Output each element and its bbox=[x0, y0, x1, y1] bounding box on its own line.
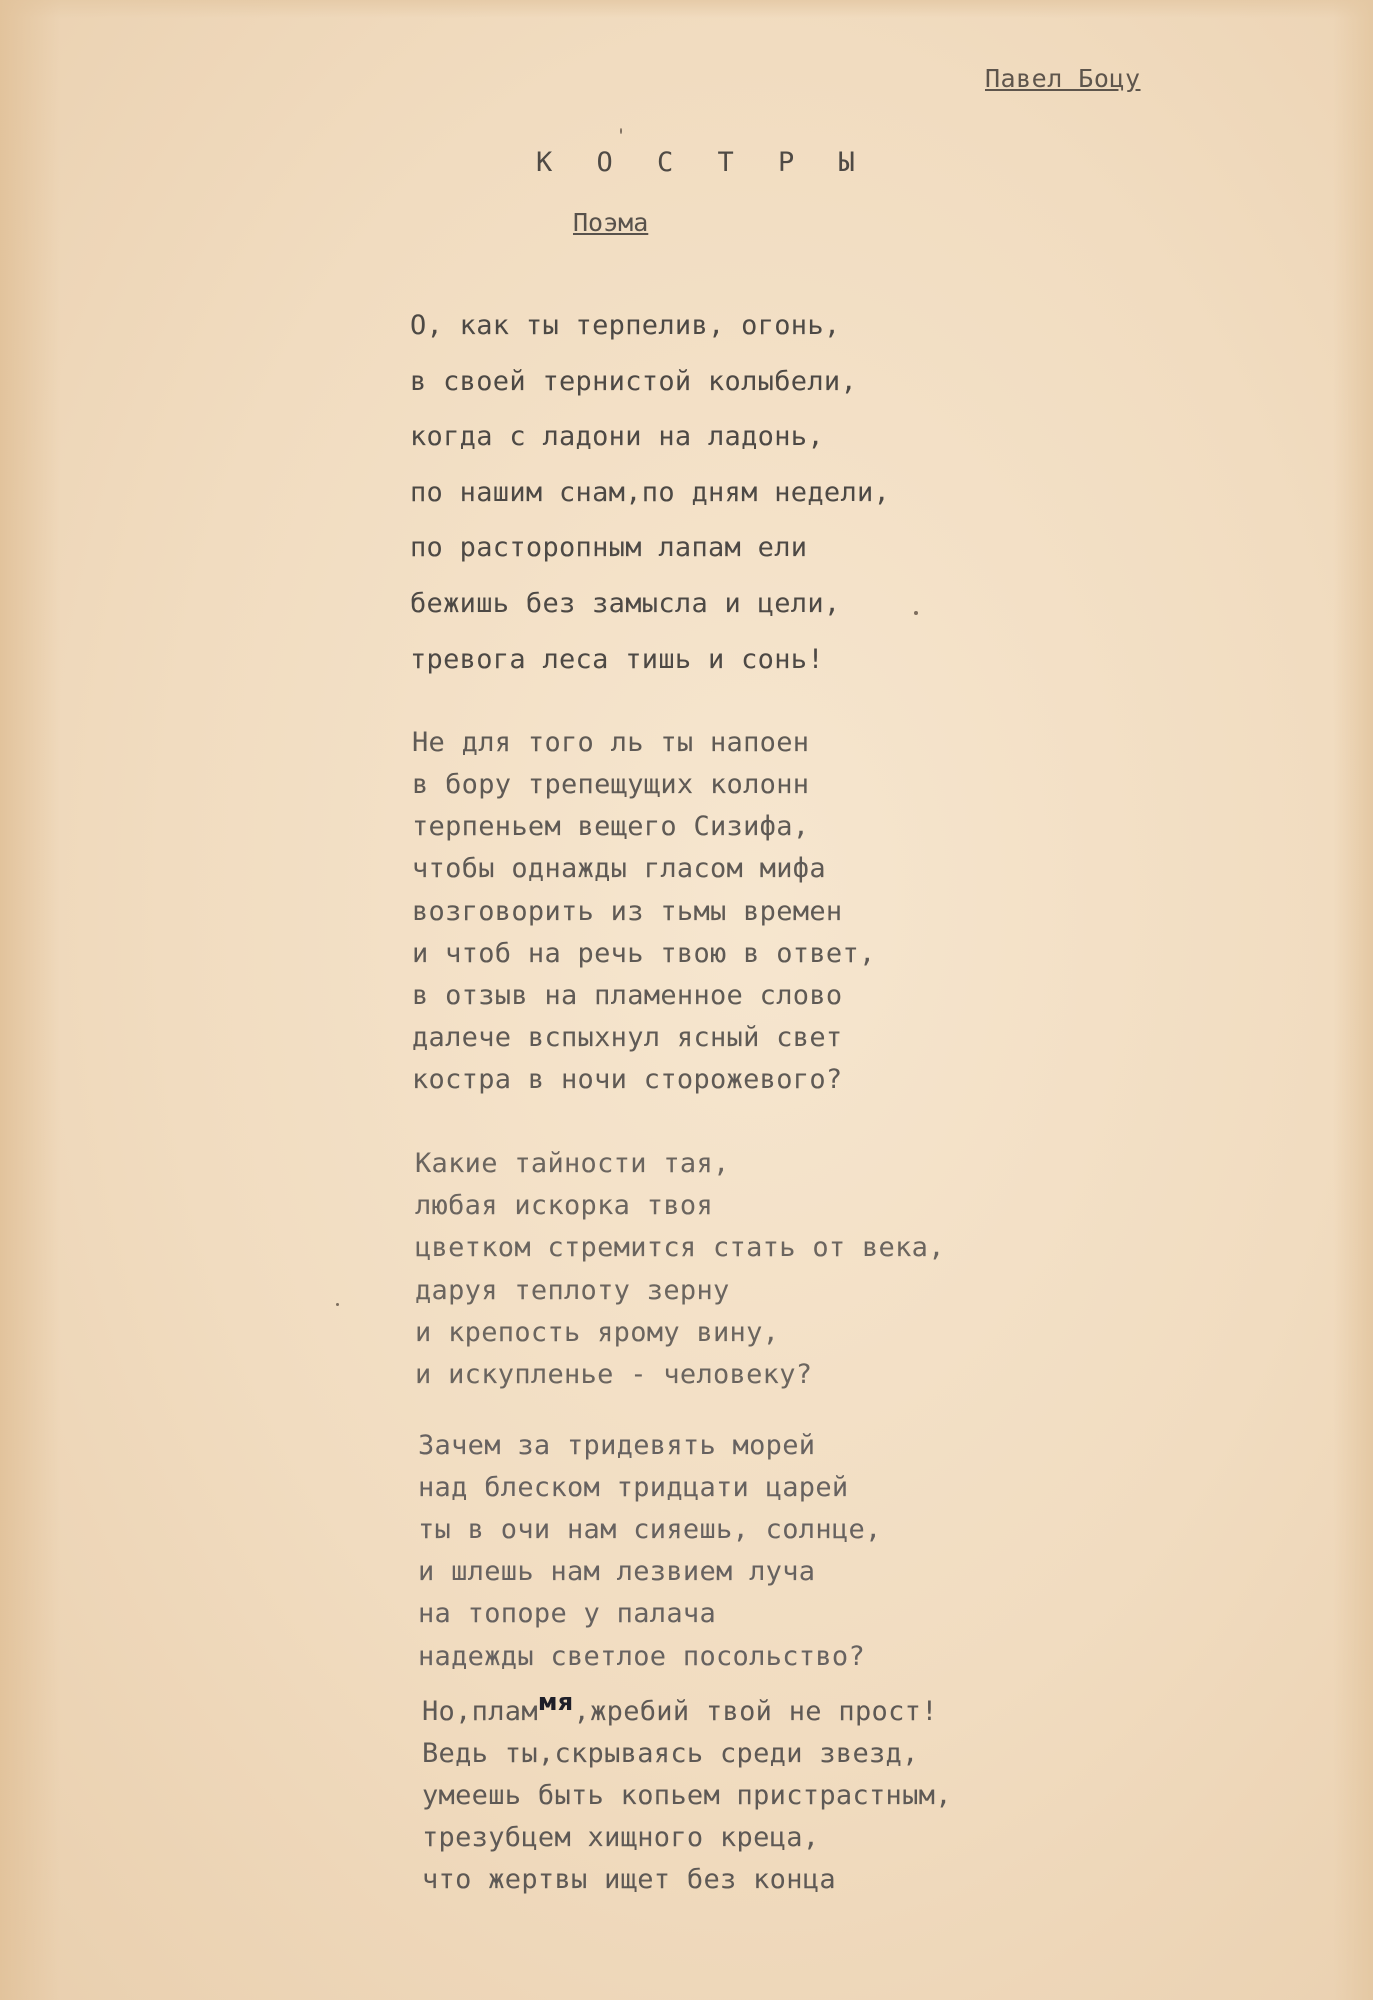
poem-line: трезубцем хищного креца, bbox=[422, 1822, 820, 1853]
poem-line: бежишь без замысла и цели, bbox=[410, 588, 841, 619]
poem-line: Какие тайности тая, bbox=[415, 1148, 730, 1179]
paper-edge-right bbox=[1333, 0, 1373, 2000]
poem-line: терпеньем вещего Сизифа, bbox=[412, 811, 810, 842]
poem-title: К О С Т Р Ы bbox=[536, 147, 869, 178]
poem-line: и чтоб на речь твою в ответ, bbox=[412, 938, 876, 969]
poem-line: далече вспыхнул ясный свет bbox=[412, 1022, 843, 1053]
poem-line: Не для того ль ты напоен bbox=[412, 727, 810, 758]
poem-line: Ведь ты,скрываясь среди звезд, bbox=[422, 1738, 919, 1769]
poem-line: умеешь быть копьем пристрастным, bbox=[422, 1780, 952, 1811]
poem-line: по нашим снам,по дням недели, bbox=[410, 477, 891, 508]
poem-line: в своей тернистой колыбели, bbox=[410, 366, 857, 397]
poem-subtitle: Поэма bbox=[573, 208, 649, 237]
poem-line: и искупленье - человеку? bbox=[415, 1359, 813, 1390]
poem-line: когда с ладони на ладонь, bbox=[410, 421, 824, 452]
handwritten-correction: мя bbox=[537, 1688, 574, 1716]
poem-line: по расторопным лапам ели bbox=[410, 532, 808, 563]
poem-body bbox=[410, 0, 1010, 2000]
poem-line: над блеском тридцати царей bbox=[418, 1472, 849, 1503]
poem-line: в бору трепещущих колонн bbox=[412, 769, 810, 800]
poem-line: что жертвы ищет без конца bbox=[422, 1864, 836, 1895]
poem-line: в отзыв на пламенное слово bbox=[412, 980, 843, 1011]
poem-line: на топоре у палача bbox=[418, 1598, 716, 1629]
poem-line: и крепость ярому вину, bbox=[415, 1317, 780, 1348]
poem-line: костра в ночи сторожевого? bbox=[412, 1064, 843, 1095]
poem-line: Зачем за тридевять морей bbox=[418, 1430, 816, 1461]
poem-line: О, как ты терпелив, огонь, bbox=[410, 310, 841, 341]
poem-line: цветком стремится стать от века, bbox=[415, 1232, 945, 1263]
poem-line: тревога леса тишь и сонь! bbox=[410, 644, 824, 675]
author-name: Павел Боцу bbox=[985, 64, 1141, 93]
poem-line: и шлешь нам лезвием луча bbox=[418, 1556, 816, 1587]
poem-line: даруя теплоту зерну bbox=[415, 1275, 730, 1306]
poem-line-typed-start: Но,плам bbox=[422, 1696, 538, 1727]
paper-edge-left bbox=[0, 0, 60, 2000]
poem-line: надежды светлое посольство? bbox=[418, 1641, 865, 1672]
poem-line: возговорить из тьмы времен bbox=[412, 896, 843, 927]
paper-speck bbox=[336, 1303, 339, 1306]
poem-line: ты в очи нам сияешь, солнце, bbox=[418, 1514, 882, 1545]
poem-line-typed-end: ,жребий твой не прост! bbox=[573, 1696, 938, 1727]
poem-line: любая искорка твоя bbox=[415, 1190, 713, 1221]
paper-speck bbox=[620, 128, 622, 134]
paper-speck bbox=[914, 611, 918, 615]
poem-line: чтобы однажды гласом мифа bbox=[412, 853, 826, 884]
poem-line bbox=[422, 1688, 938, 1727]
